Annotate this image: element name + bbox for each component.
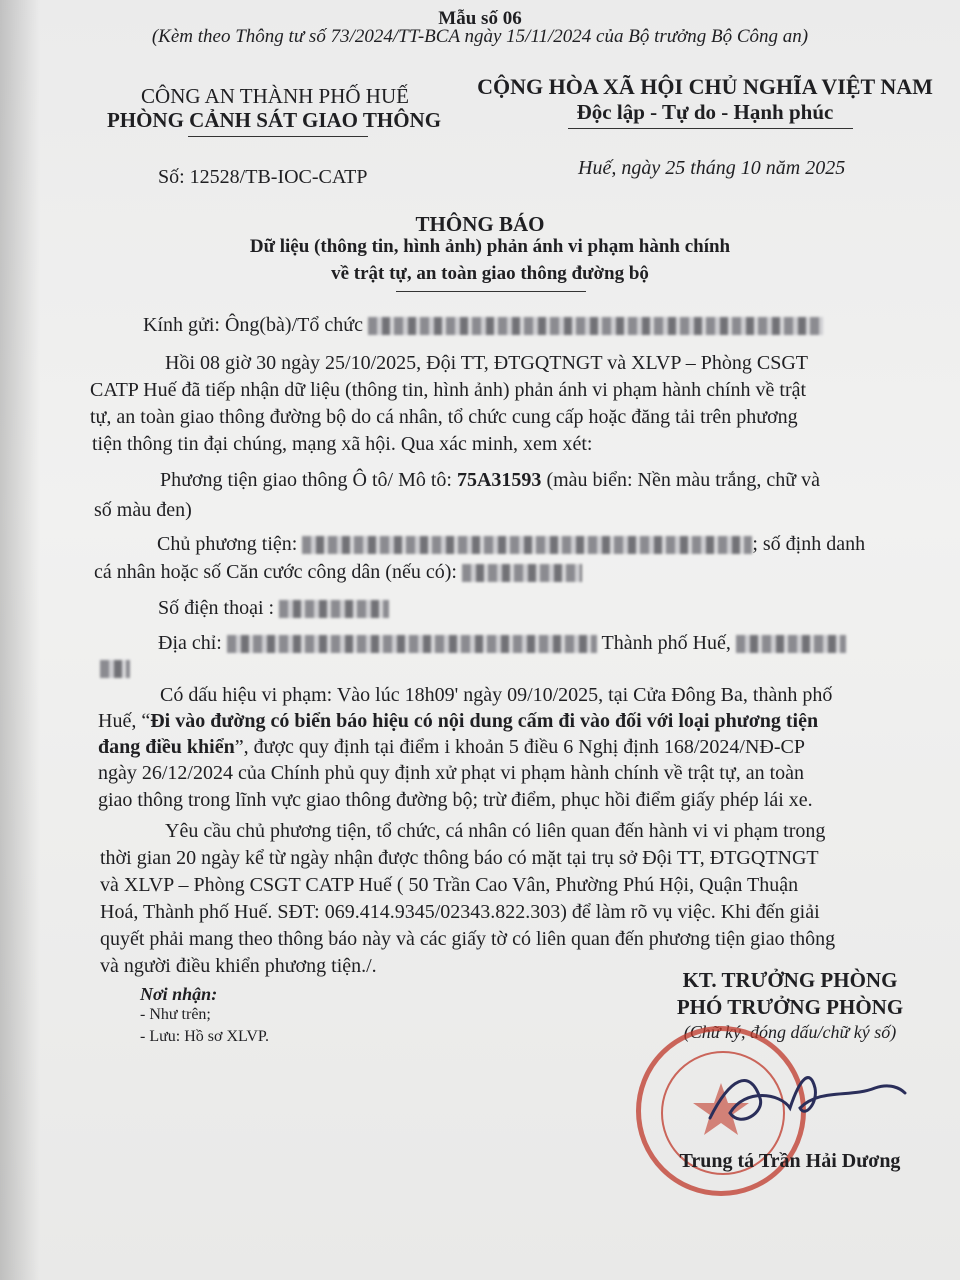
recipients-title: Nơi nhận: [140,984,218,1004]
phone-line [158,595,389,621]
violation-quote-open: Huế, “ [98,710,151,732]
request-line2: thời gian 20 ngày kể từ ngày nhận được thông báo có mặt tại trụ sở Đội TT, ĐTGQTNGT [100,847,819,869]
title-underline [396,291,586,292]
request-line5: quyết phải mang theo thông báo này và các giấy tờ có liên quan đến phương tiện giao thông [100,928,836,950]
agency-underline [188,136,368,137]
redacted-address-2 [736,635,846,653]
nation-line1: CỘNG HÒA XÃ HỘI CHỦ NGHĨA VIỆT NAM [477,74,933,99]
owner-id-line [94,559,582,585]
violation-line5: giao thông trong lĩnh vực giao thông đường bộ; trừ điểm, phục hồi điểm giấy phép lái xe. [98,789,813,811]
doc-subtitle-1: Dữ liệu (thông tin, hình ảnh) phản ánh vi phạm hành chính [249,236,731,257]
signature-icon [700,1058,920,1148]
request-line1: Yêu cầu chủ phương tiện, tổ chức, cá nhân có liên quan đến hành vi vi phạm trong [165,820,826,842]
doc-subtitle-2: về trật tự, an toàn giao thông đường bộ [331,263,649,284]
attached-note: (Kèm theo Thông tư số 73/2024/TT-BCA ngày 15/11/2024 của Bộ trưởng Bộ Công an) [151,26,809,47]
address-label: Địa chỉ: [158,632,222,654]
recipient-item-2: - Lưu: Hồ sơ XLVP. [140,1028,269,1045]
p1-line1: Hồi 08 giờ 30 ngày 25/10/2025, Đội TT, ĐTGQTNGT và XLVP – Phòng CSGT [165,352,808,374]
vehicle-line2: số màu đen) [94,499,192,521]
violation-line2 [98,708,818,734]
form-number: Mẫu số 06 [438,8,522,29]
request-line4: Hoá, Thành phố Huế. SĐT: 069.414.9345/02343.822.303) để làm rõ vụ việc. Khi đến giải [100,901,820,923]
redacted-id [462,564,582,582]
request-line6: và người điều khiển phương tiện./. [100,955,377,977]
owner-label: Chủ phương tiện: [157,533,298,555]
page-shadow [0,0,40,1280]
sign-title-1: KT. TRƯỞNG PHÒNG [682,968,898,992]
nation-line2: Độc lập - Tự do - Hạnh phúc [576,100,834,124]
address-line [158,630,846,656]
p1-line4: tiện thông tin đại chúng, mạng xã hội. Qua xác minh, xem xét: [92,433,593,455]
address-city: Thành phố Huế, [601,632,731,654]
nation-underline [568,128,853,129]
recipient-line [143,312,823,338]
recipient-label: Kính gửi: Ông(bà)/Tổ chức [143,314,363,336]
violation-line1: Có dấu hiệu vi phạm: Vào lúc 18h09' ngày 09/10/2025, tại Cửa Đông Ba, thành phố [160,684,833,706]
violation-behavior-end: đang điều khiển [98,736,235,758]
document-number: Số: 12528/TB-IOC-CATP [158,166,368,188]
agency-line2: PHÒNG CẢNH SÁT GIAO THÔNG [106,108,442,132]
address-line2 [100,660,130,678]
p1-line2: CATP Huế đã tiếp nhận dữ liệu (thông tin, hình ảnh) phản ánh vi phạm hành chính về trật [90,379,807,401]
violation-line3 [98,734,805,760]
vehicle-label: Phương tiện giao thông Ô tô/ Mô tô: [160,469,457,491]
plate-color: (màu biển: Nền màu trắng, chữ và [541,469,820,491]
request-line3: và XLVP – Phòng CSGT CATP Huế ( 50 Trần Cao Vân, Phường Phú Hội, Quận Thuận [100,874,799,896]
owner-id-text: cá nhân hoặc số Căn cước công dân (nếu có): [94,561,457,583]
place-date: Huế, ngày 25 tháng 10 năm 2025 [578,157,846,179]
p1-line3: tự, an toàn giao thông đường bộ do cá nhân, tổ chức cung cấp hoặc đăng tải trên phương [90,406,798,428]
license-plate: 75A31593 [456,469,542,491]
signer-name: Trung tá Trần Hải Dương [679,1150,901,1172]
violation-behavior: Đi vào đường có biển báo hiệu có nội dung cấm đi vào đối với loại phương tiện [150,710,819,732]
redacted-recipient [368,317,823,335]
redacted-owner [302,536,752,554]
phone-label: Số điện thoại : [158,597,275,619]
sign-title-2: PHÓ TRƯỞNG PHÒNG [676,995,904,1019]
redacted-address-3 [100,660,130,678]
redacted-phone [279,600,389,618]
violation-line4: ngày 26/12/2024 của Chính phủ quy định xử phạt vi phạm hành chính về trật tự, an toàn [98,762,805,784]
agency-line1: CÔNG AN THÀNH PHỐ HUẾ [141,84,409,108]
sign-note: (Chữ ký, đóng dấu/chữ ký số) [683,1022,897,1042]
owner-line [157,531,865,557]
doc-title: THÔNG BÁO [415,212,545,236]
recipient-item-1: - Như trên; [140,1006,211,1023]
violation-legal-basis: ”, được quy định tại điểm i khoản 5 điều 6 Nghị định 168/2024/NĐ-CP [234,736,805,758]
redacted-address [227,635,597,653]
owner-id-label: ; số định danh [752,533,866,555]
vehicle-line [160,467,820,493]
